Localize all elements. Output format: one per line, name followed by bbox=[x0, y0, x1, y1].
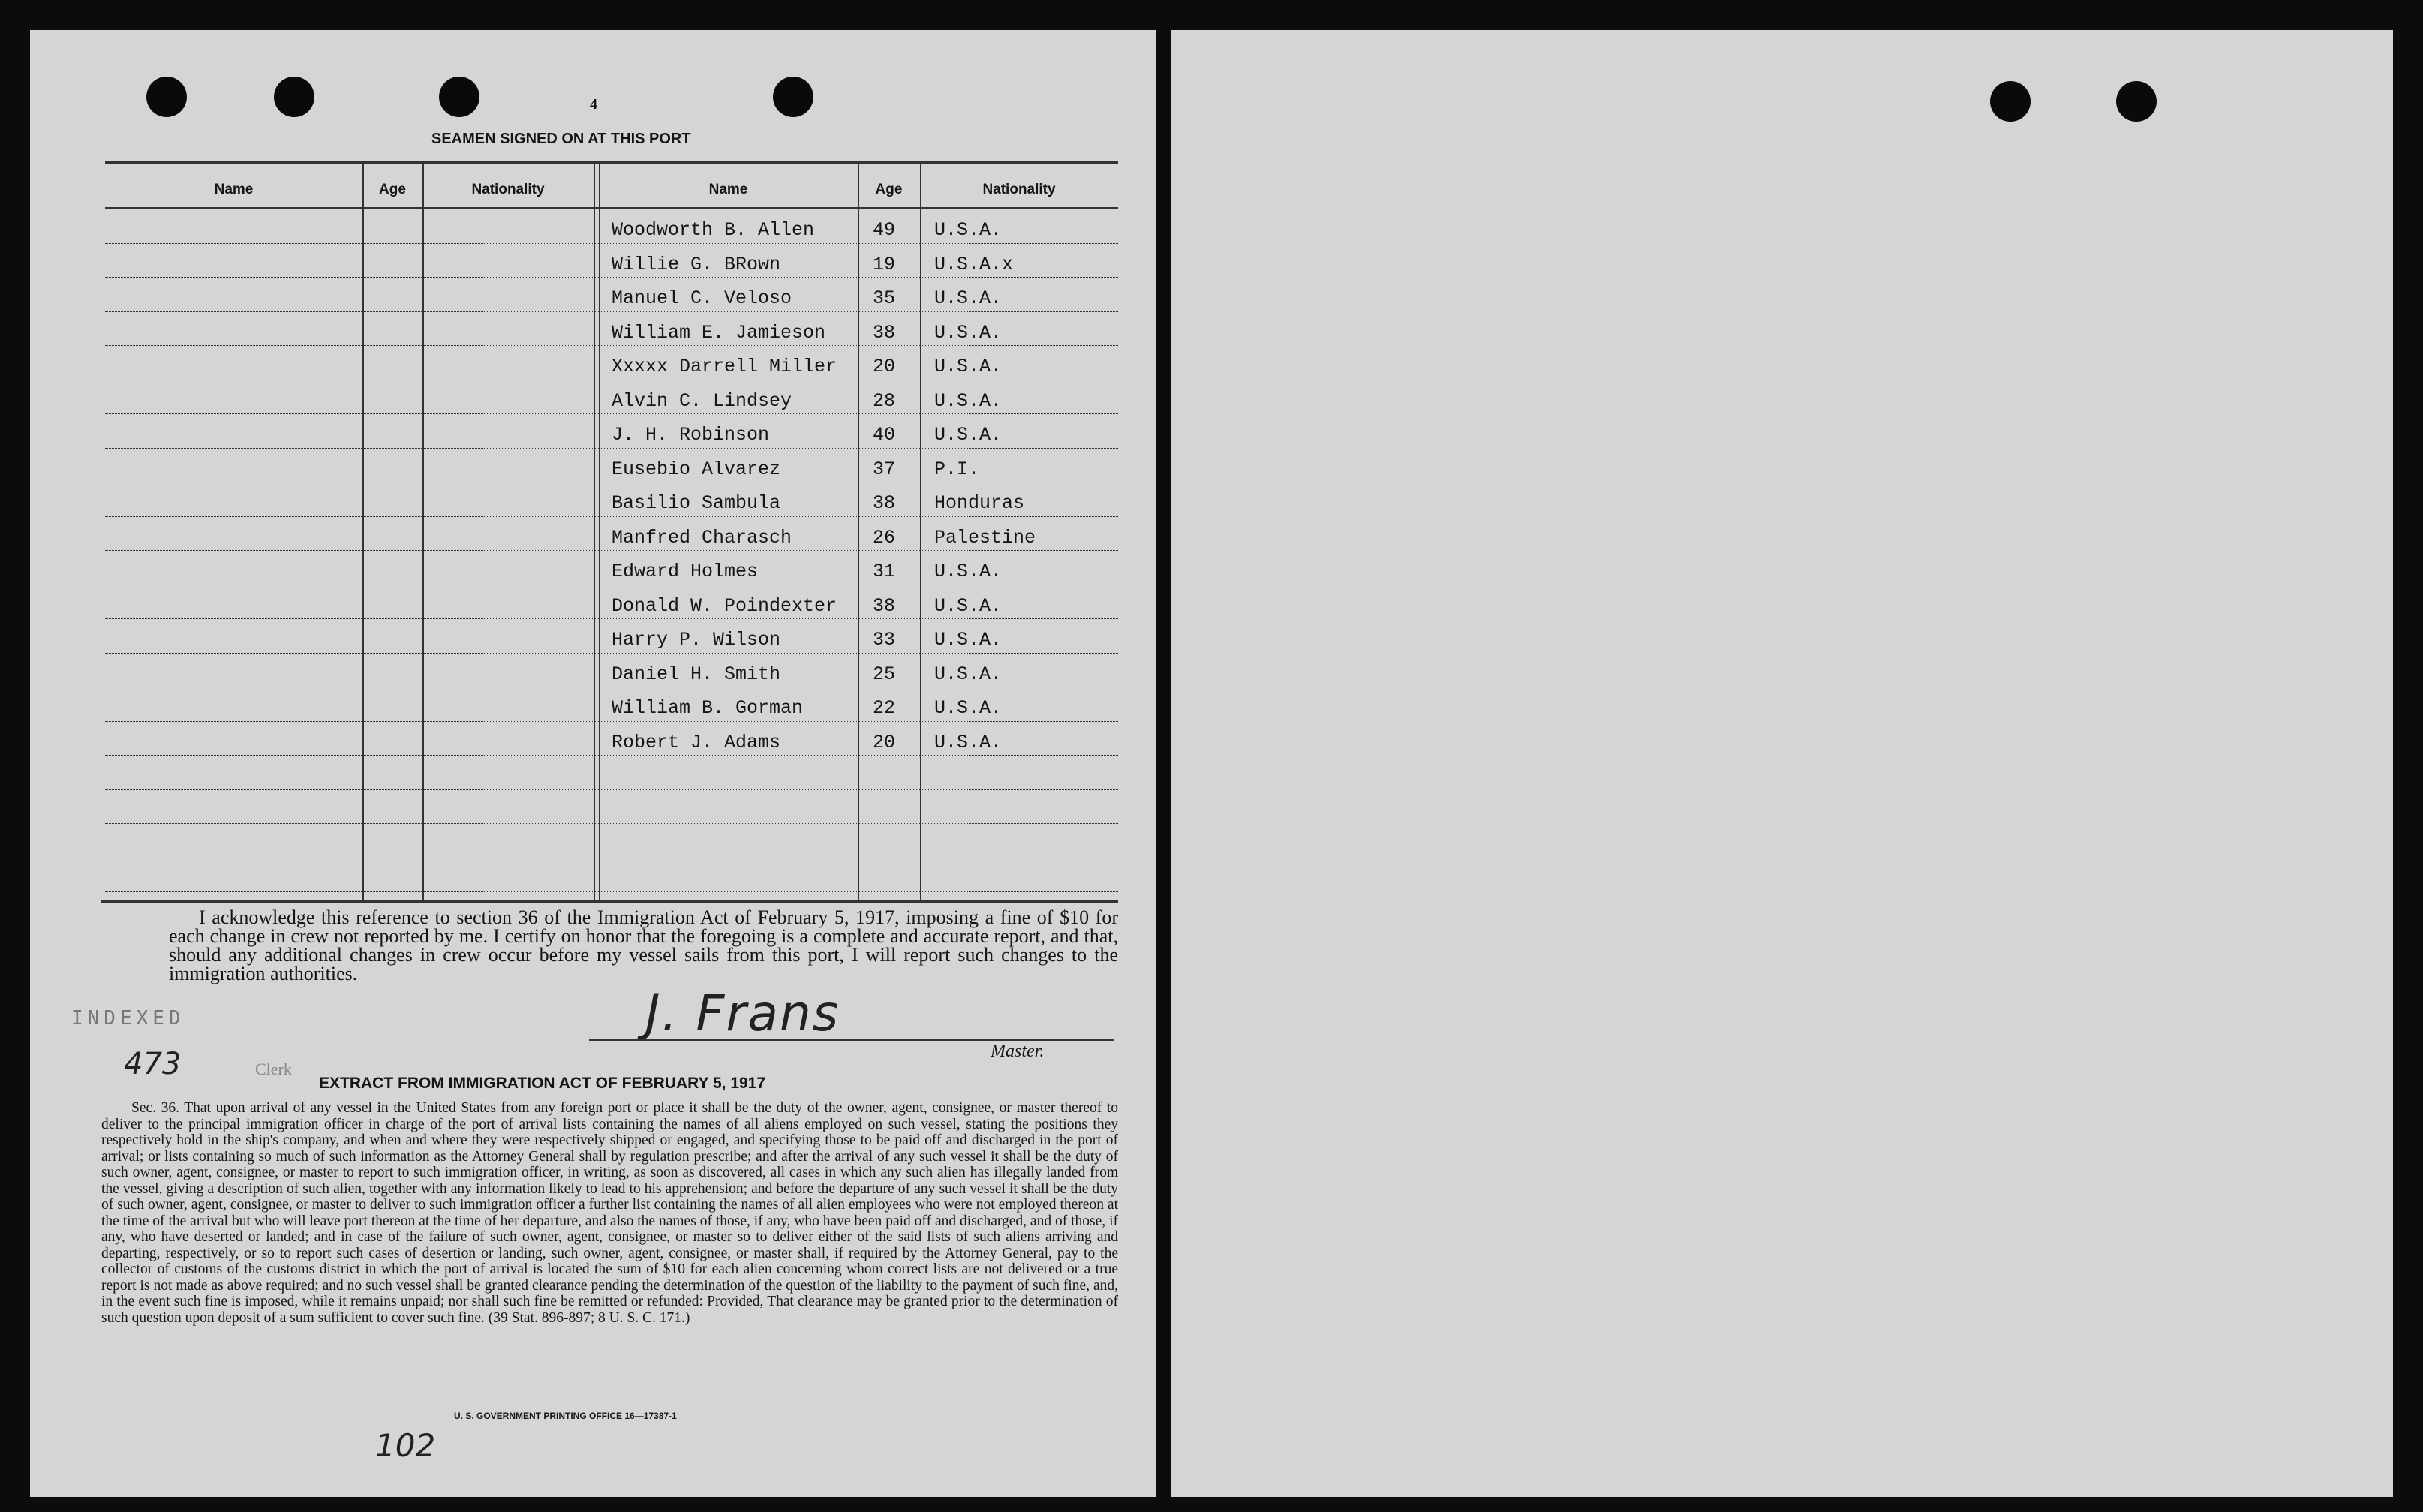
punch-hole bbox=[2116, 81, 2157, 122]
table-row-line bbox=[105, 653, 1118, 654]
table-row-line bbox=[105, 755, 1118, 756]
punch-hole bbox=[1990, 81, 2031, 122]
table-row-line bbox=[105, 550, 1118, 551]
seaman-age: 35 bbox=[873, 287, 896, 309]
col-header-nationality: Nationality bbox=[471, 182, 545, 197]
seaman-name: Eusebio Alvarez bbox=[612, 458, 781, 480]
table-row-line bbox=[105, 721, 1118, 722]
seaman-nationality: U.S.A. bbox=[934, 322, 1003, 344]
seaman-age: 33 bbox=[873, 629, 896, 651]
master-signature: J. Frans bbox=[645, 984, 840, 1042]
seaman-name: Robert J. Adams bbox=[612, 732, 781, 753]
table-row-line bbox=[105, 516, 1118, 517]
seaman-name: Willie G. BRown bbox=[612, 254, 781, 275]
table-row-line bbox=[105, 618, 1118, 619]
col-header-age: Age bbox=[875, 182, 903, 197]
seaman-age: 38 bbox=[873, 595, 896, 617]
seaman-name: Manuel C. Veloso bbox=[612, 287, 792, 309]
seaman-age: 38 bbox=[873, 492, 896, 514]
punch-hole bbox=[439, 77, 479, 117]
indexed-number: 473 bbox=[124, 1047, 182, 1081]
punch-hole bbox=[773, 77, 813, 117]
page-number: 4 bbox=[590, 96, 597, 113]
seaman-age: 22 bbox=[873, 697, 896, 719]
acknowledgement-text: I acknowledge this reference to section 36 of the Immigration Act of February 5, 1917, imposing a fine of $10 for each change in crew not reported by me. I certify on honor that the foregoing is a complete and accurate report, and that, should any additional changes in crew occur before my vessel sails from this port, I will report such changes to the immigration authorities. bbox=[169, 906, 1118, 984]
master-label: Master. bbox=[991, 1042, 1045, 1061]
seaman-age: 25 bbox=[873, 663, 896, 685]
col-header-name: Name bbox=[708, 182, 748, 197]
seaman-nationality: U.S.A. bbox=[934, 629, 1003, 651]
right-page bbox=[1171, 30, 2393, 1497]
punch-hole bbox=[274, 77, 314, 117]
handwritten-bottom-number: 102 bbox=[375, 1427, 436, 1464]
seaman-age: 40 bbox=[873, 424, 896, 446]
seaman-age: 37 bbox=[873, 458, 896, 480]
seaman-nationality: U.S.A.x bbox=[934, 254, 1014, 275]
seaman-name: Harry P. Wilson bbox=[612, 629, 781, 651]
seaman-name: Daniel H. Smith bbox=[612, 663, 781, 685]
clerk-label: Clerk bbox=[255, 1060, 292, 1078]
seaman-name: Manfred Charasch bbox=[612, 527, 792, 549]
seaman-age: 38 bbox=[873, 322, 896, 344]
seaman-nationality: U.S.A. bbox=[934, 287, 1003, 309]
section-title: SEAMEN SIGNED ON AT THIS PORT bbox=[431, 131, 691, 147]
seaman-name: Edward Holmes bbox=[612, 561, 759, 582]
punch-hole bbox=[146, 77, 187, 117]
seaman-name: William B. Gorman bbox=[612, 697, 804, 719]
seaman-name: J. H. Robinson bbox=[612, 424, 770, 446]
col-header-age: Age bbox=[379, 182, 406, 197]
table-row-line bbox=[105, 789, 1118, 790]
seaman-nationality: U.S.A. bbox=[934, 219, 1003, 241]
table-row-line bbox=[105, 413, 1118, 414]
seaman-nationality: U.S.A. bbox=[934, 390, 1003, 412]
seaman-age: 19 bbox=[873, 254, 896, 275]
seaman-nationality: U.S.A. bbox=[934, 561, 1003, 582]
col-header-name: Name bbox=[214, 182, 254, 197]
extract-title: EXTRACT FROM IMMIGRATION ACT OF FEBRUARY 5, 1917 bbox=[319, 1075, 766, 1092]
seaman-nationality: Palestine bbox=[934, 527, 1036, 549]
indexed-stamp: INDEXED bbox=[71, 1007, 185, 1030]
seaman-age: 26 bbox=[873, 527, 896, 549]
seaman-name: William E. Jamieson bbox=[612, 322, 826, 344]
seaman-nationality: U.S.A. bbox=[934, 356, 1003, 377]
seaman-nationality: U.S.A. bbox=[934, 663, 1003, 685]
table-row-line bbox=[105, 243, 1118, 244]
seaman-name: Xxxxx Darrell Miller bbox=[612, 356, 837, 377]
seaman-nationality: P.I. bbox=[934, 458, 980, 480]
table-row-line bbox=[105, 891, 1118, 892]
seaman-age: 20 bbox=[873, 356, 896, 377]
seaman-nationality: U.S.A. bbox=[934, 732, 1003, 753]
seaman-nationality: U.S.A. bbox=[934, 424, 1003, 446]
seaman-nationality: U.S.A. bbox=[934, 697, 1003, 719]
seaman-age: 28 bbox=[873, 390, 896, 412]
extract-text: Sec. 36. That upon arrival of any vessel in the United States from any foreign port or place it shall be the duty of the owner, agent, consignee, or master thereof to deliver to the principal immigration officer in charge of the port of arrival lists containing the names of all aliens employed on such vessel, stating the positions they respectively hold in the ship's company, and when and where they were respectively shipped or engaged, and specifying those to be paid off and discharged in the port of arrival; or lists containing so much of such information as the Attorney General shall by regulation prescribe; and after the arrival of any such vessel it shall be the duty of such owner, agent, consignee, or master to report to such immigration officer, in writing, as soon as discovered, all cases in which any such alien has illegally landed from the vessel, giving a description of such alien, together with any information likely to lead to his apprehension; and before the departure of any such vessel it shall be the duty of such owner, agent, consignee, or master to deliver to such immigration officer a further list containing the names of all alien employees who were not employed thereon at the time of the arrival but who will leave port thereon at the time of her departure, and also the names of those, if any, who have been paid off and discharged, and of those, if any, who have deserted or landed; and in case of the failure of such owner, agent, consignee, or master so to deliver either of the said lists of such aliens arriving and departing, respectively, or so to report such cases of desertion or landing, such owner, agent, consignee, or master shall, if required by the Attorney General, pay to the collector of customs of the customs district in which the port of arrival is located the sum of $10 for each alien concerning whom correct lists are not delivered or a true report is not made as above required; and no such vessel shall be granted clearance pending the determination of the question of the liability to the payment of such fine, and, in the event such fine is imposed, while it remains unpaid; nor shall such fine be remitted or refunded: Provided, That clearance may be granted prior to the determination of such question upon deposit of a sum sufficient to cover such fine. (39 Stat. 896-897; 8 U. S. C. 171.) bbox=[101, 1100, 1118, 1326]
seaman-name: Woodworth B. Allen bbox=[612, 219, 815, 241]
seaman-age: 49 bbox=[873, 219, 896, 241]
seaman-name: Alvin C. Lindsey bbox=[612, 390, 792, 412]
seaman-name: Donald W. Poindexter bbox=[612, 595, 837, 617]
seaman-age: 20 bbox=[873, 732, 896, 753]
seaman-nationality: U.S.A. bbox=[934, 595, 1003, 617]
table-row-line bbox=[105, 823, 1118, 824]
table-row-line bbox=[105, 277, 1118, 278]
printing-office-line: U. S. GOVERNMENT PRINTING OFFICE 16—17387-1 bbox=[454, 1411, 677, 1421]
table-row-line bbox=[105, 311, 1118, 312]
col-header-nationality: Nationality bbox=[982, 182, 1056, 197]
seaman-name: Basilio Sambula bbox=[612, 492, 781, 514]
table-row-line bbox=[105, 448, 1118, 449]
seaman-age: 31 bbox=[873, 561, 896, 582]
left-page bbox=[30, 30, 1156, 1497]
seaman-nationality: Honduras bbox=[934, 492, 1025, 514]
table-row-line bbox=[105, 345, 1118, 346]
